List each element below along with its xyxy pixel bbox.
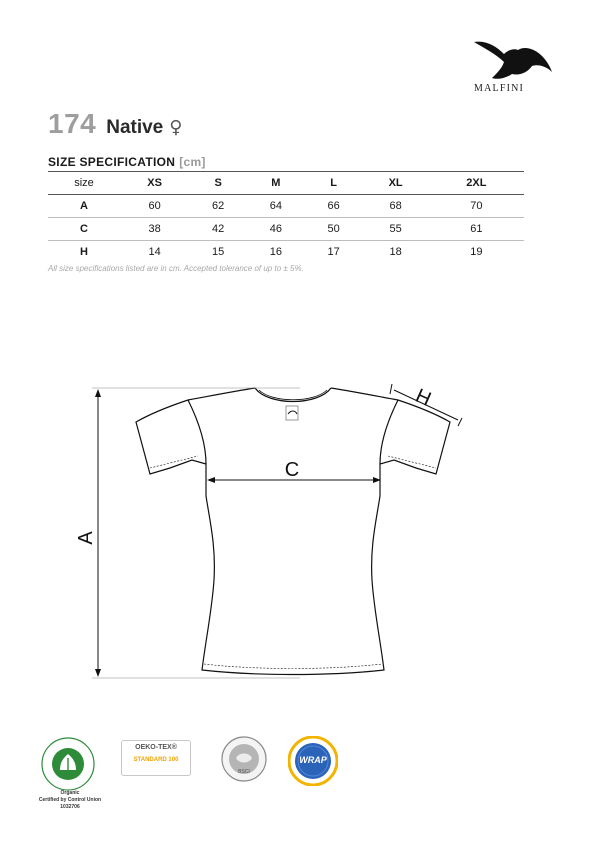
- gots-caption-line: Organic: [60, 790, 80, 796]
- spec-heading: [48, 155, 206, 169]
- column-header: M: [247, 172, 305, 195]
- table-cell: 19: [470, 246, 483, 258]
- bsci-seal-icon: [221, 736, 267, 782]
- table-row: [48, 218, 524, 241]
- product-number: 174: [48, 108, 97, 139]
- table-cell: 18: [389, 246, 402, 258]
- oeko-tex-title: OEKO-TEX®: [135, 744, 177, 751]
- column-header: 2XL: [429, 172, 524, 195]
- row-label: A: [48, 195, 120, 218]
- row-label: H: [80, 246, 88, 258]
- table-cell: 46: [247, 218, 305, 241]
- table-cell: 14: [148, 246, 161, 258]
- label-c: C: [284, 459, 300, 481]
- table-cell: 38: [120, 218, 189, 241]
- wrap-label: WRAP: [299, 755, 327, 765]
- brand-logo: [470, 38, 554, 98]
- bsci-label: BSCI: [238, 769, 250, 775]
- row-label: C: [48, 218, 120, 241]
- column-header: XL: [362, 172, 428, 195]
- table-row: [48, 195, 524, 218]
- tolerance-note: All size specifications listed are in cm. Accepted tolerance of up to ± 5%.: [48, 264, 304, 273]
- column-header: L: [305, 172, 363, 195]
- measure-a-guides: [92, 388, 300, 678]
- spec-unit: [cm]: [179, 155, 206, 169]
- table-cell: 55: [362, 218, 428, 241]
- tshirt-diagram: [0, 370, 595, 690]
- oeko-tex-standard: STANDARD 100: [133, 757, 179, 763]
- label-a: A: [75, 531, 97, 545]
- bsci-logo: [221, 736, 267, 782]
- column-header: size: [48, 172, 120, 195]
- size-table: [48, 171, 524, 263]
- table-cell: 60: [120, 195, 189, 218]
- table-header-row: [48, 172, 524, 195]
- brand-name: MALFINI: [474, 83, 525, 94]
- female-icon: ♀: [169, 117, 183, 138]
- column-header: XS: [120, 172, 189, 195]
- table-cell: 17: [327, 246, 340, 258]
- table-cell: 70: [429, 195, 524, 218]
- gots-logo-icon: [40, 736, 96, 792]
- table-cell: 68: [362, 195, 428, 218]
- table-cell: 61: [429, 218, 524, 241]
- eagle-icon: [472, 38, 552, 80]
- gots-caption-line: 1032706: [60, 804, 80, 810]
- table-cell: 64: [247, 195, 305, 218]
- column-header: S: [189, 172, 247, 195]
- table-row: [48, 241, 524, 264]
- gots-caption-line: Certified by Control Union: [38, 797, 102, 803]
- spec-heading-text: SIZE SPECIFICATION: [48, 155, 176, 169]
- tshirt-outline: [136, 388, 450, 675]
- wrap-logo: [288, 736, 338, 786]
- gots-caption: [28, 790, 112, 811]
- product-title: [48, 108, 182, 140]
- table-cell: 66: [305, 195, 363, 218]
- table-cell: 62: [189, 195, 247, 218]
- table-cell: 50: [305, 218, 363, 241]
- oeko-tex-logo: [121, 740, 191, 776]
- table-cell: 16: [269, 246, 282, 258]
- table-cell: 15: [211, 246, 225, 258]
- table-cell: 42: [189, 218, 247, 241]
- label-h: H: [412, 384, 435, 411]
- product-name: Native: [106, 117, 164, 138]
